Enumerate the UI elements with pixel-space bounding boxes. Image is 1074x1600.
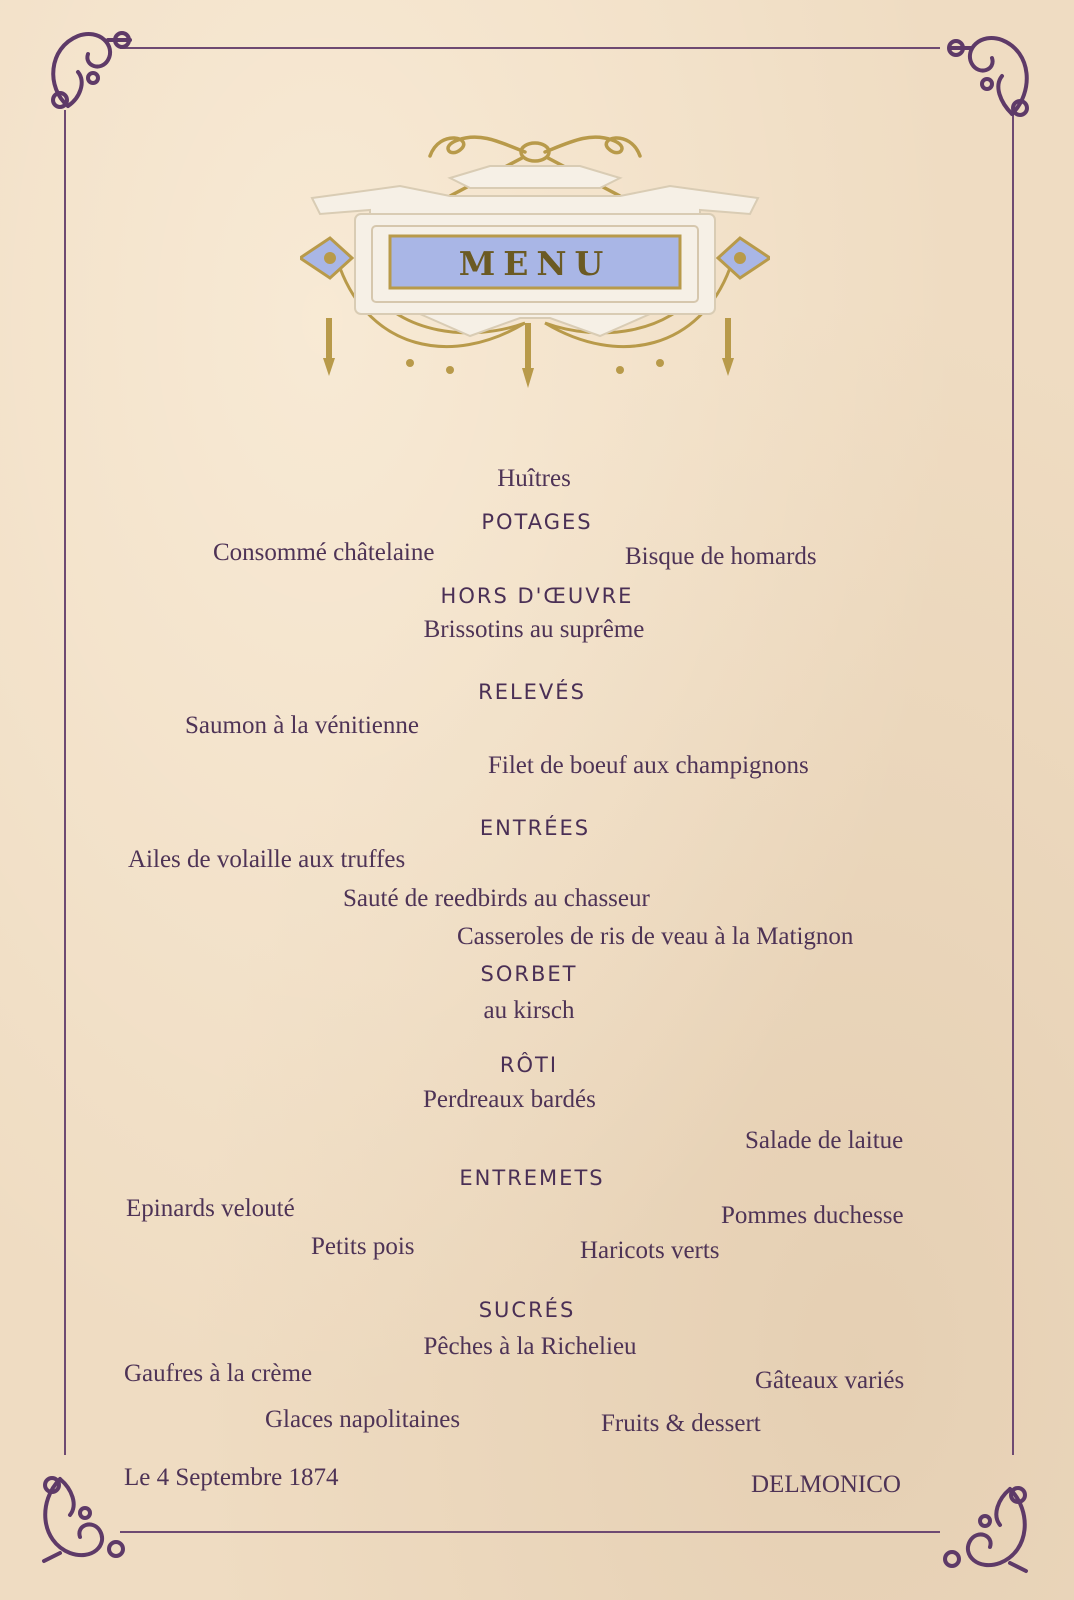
corner-flourish-top-left <box>38 18 148 128</box>
course-heading-sorbet: SORBET <box>480 962 578 986</box>
corner-flourish-top-right <box>932 22 1042 132</box>
restaurant-name: DELMONICO <box>751 1471 901 1498</box>
frame-bottom-line <box>120 1531 940 1533</box>
course-heading-potages: POTAGES <box>481 510 593 534</box>
dish-consomme-chatelaine: Consommé châtelaine <box>213 539 435 566</box>
dish-saumon-a-la-venitienne: Saumon à la vénitienne <box>185 712 419 739</box>
frame-right-line <box>1012 110 1014 1455</box>
dish-bisque-de-homards: Bisque de homards <box>625 543 817 570</box>
dish-ailes-de-volaille: Ailes de volaille aux truffes <box>128 846 406 873</box>
dish-epinards-veloute: Epinards velouté <box>126 1195 295 1222</box>
corner-flourish-bottom-right <box>930 1475 1040 1585</box>
dish-huitres: Huîtres <box>497 465 571 492</box>
dish-petits-pois: Petits pois <box>311 1233 415 1260</box>
dish-gateaux-varies: Gâteaux variés <box>755 1367 905 1394</box>
dish-glaces-napolitaines: Glaces napolitaines <box>265 1406 461 1433</box>
course-heading-entrees: ENTRÉES <box>479 816 591 840</box>
frame-left-line <box>64 110 66 1455</box>
dish-saute-de-reedbirds: Sauté de reedbirds au chasseur <box>343 885 650 912</box>
dish-salade-de-laitue: Salade de laitue <box>745 1127 904 1154</box>
dish-au-kirsch: au kirsch <box>483 997 575 1024</box>
dish-fruits-et-dessert: Fruits & dessert <box>601 1410 761 1437</box>
course-heading-entremets: ENTREMETS <box>459 1166 605 1190</box>
course-heading-roti: RÔTI <box>499 1053 559 1077</box>
dish-haricots-verts: Haricots verts <box>580 1237 720 1264</box>
dish-perdreaux-bardes: Perdreaux bardés <box>423 1086 596 1113</box>
dish-pommes-duchesse: Pommes duchesse <box>721 1202 904 1229</box>
frame-top-line <box>120 47 940 49</box>
dish-filet-de-boeuf: Filet de boeuf aux champignons <box>488 752 809 779</box>
dish-peches-a-la-richelieu: Pêches à la Richelieu <box>423 1333 637 1360</box>
course-heading-sucres: SUCRÉS <box>478 1298 576 1322</box>
course-heading-hors-doeuvre: HORS D'ŒUVRE <box>440 584 634 608</box>
dish-gaufres-a-la-creme: Gaufres à la crème <box>124 1360 313 1387</box>
dish-casseroles-de-ris-de-veau: Casseroles de ris de veau à la Matignon <box>457 923 854 950</box>
menu-emblem <box>300 118 770 408</box>
menu-title: MENU <box>458 244 612 283</box>
dish-brissotins-au-supreme: Brissotins au suprême <box>423 616 645 643</box>
menu-date: Le 4 Septembre 1874 <box>124 1464 339 1491</box>
course-heading-releves: RELEVÉS <box>478 680 586 704</box>
